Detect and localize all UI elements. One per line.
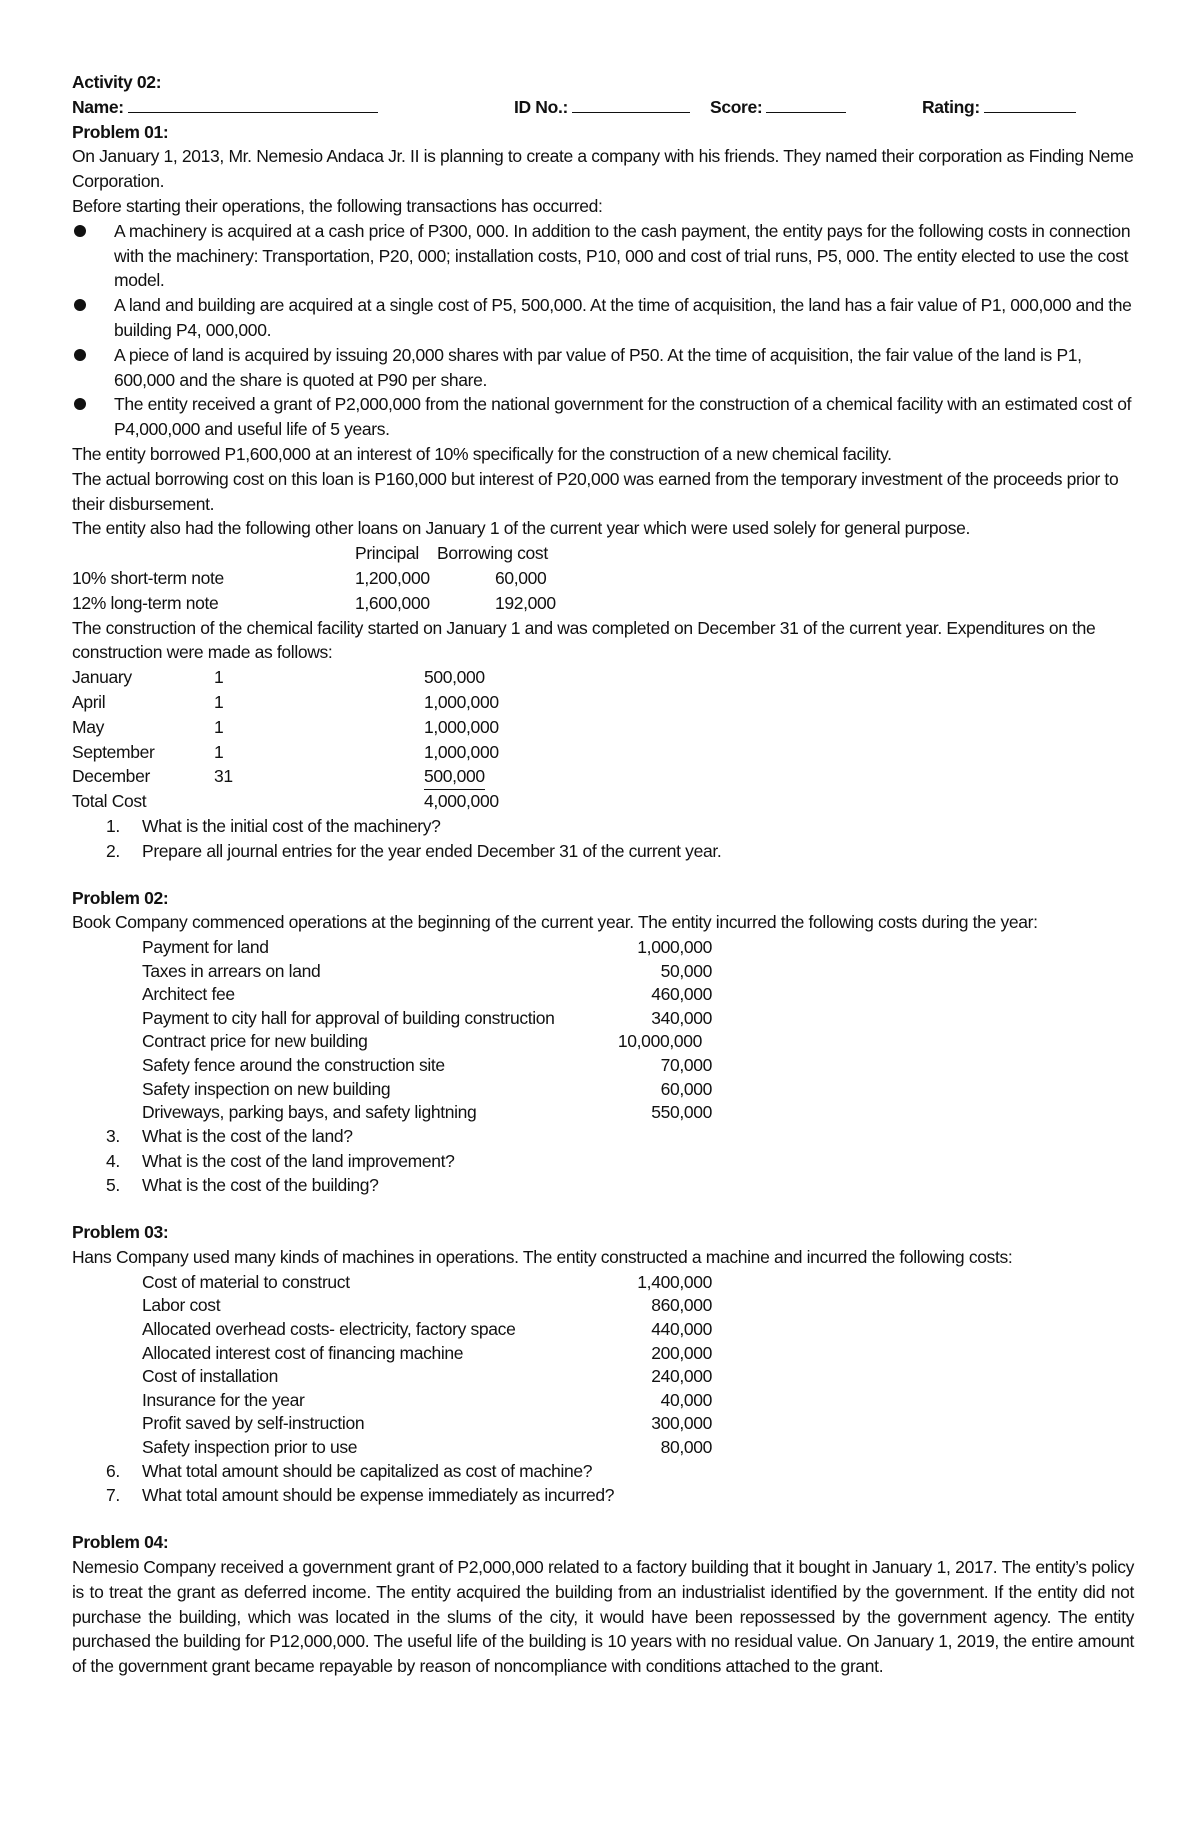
bullet-icon (74, 225, 86, 237)
table-row: Driveways, parking bays, and safety lightning 550,000 (142, 1102, 712, 1123)
score-blank[interactable] (766, 96, 846, 113)
table-row: May 1 1,000,000 (72, 716, 499, 737)
question-item: 4. What is the cost of the land improvement? (106, 1150, 455, 1171)
total-label: Total Cost (72, 791, 147, 812)
id-blank[interactable] (572, 96, 690, 113)
cost-table (72, 935, 712, 1124)
question-item: 5. What is the cost of the building? (106, 1175, 379, 1196)
paragraph: The actual borrowing cost on this loan is P160,000 but interest of P20,000 was earned from the temporary investment of the proceeds prior to their disbursement. (72, 468, 1119, 514)
name-label: Name: (72, 96, 124, 117)
bullet-icon (74, 349, 86, 361)
rating-label: Rating: (922, 96, 980, 117)
question-item: 6. What total amount should be capitalized as cost of machine? (106, 1460, 593, 1481)
loan-cost: 60,000 (495, 567, 547, 588)
cost-table (72, 1270, 712, 1459)
transaction-list (72, 219, 1134, 442)
question-list (72, 1459, 1134, 1509)
id-label: ID No.: (514, 96, 568, 117)
rating-blank[interactable] (984, 96, 1076, 113)
table-row: Safety fence around the construction site 70,000 (142, 1055, 712, 1076)
question-item: 1. What is the initial cost of the machinery? (106, 815, 441, 836)
table-row: Payment for land 1,000,000 (142, 937, 712, 958)
table-row: Profit saved by self-instruction 300,000 (142, 1413, 712, 1434)
table-row: April 1 1,000,000 (72, 691, 499, 712)
list-item: The entity received a grant of P2,000,000 from the national government for the construction of a chemical facility with an estimated cost of P4,000,000 and useful life of 5 years. (72, 392, 1134, 442)
paragraph: Nemesio Company received a government grant of P2,000,000 related to a factory building that it bought in January 1, 2017. The entity’s policy is to treat the grant as deferred income. The entity acquired the building from an industrialist identified by the government. If the entity did not purchase the building, which was located in the slums of the city, it would have been repossessed by the government agency. The entity purchased the building for P12,000,000. The useful life of the building is 10 years with no residual value. On January 1, 2019, the entire amount of the government grant became repayable by reason of noncompliance with conditions attached to the grant. (72, 1556, 1134, 1677)
paragraph: The construction of the chemical facility started on January 1 and was completed on December 31 of the current year. Expenditures on the construction were made as follows: (72, 617, 1096, 663)
problem-title: Problem 02: (72, 887, 169, 908)
rating-field (922, 95, 1076, 120)
column-header-borrowing-cost: Borrowing cost (437, 543, 548, 564)
table-row: Safety inspection prior to use 80,000 (142, 1436, 712, 1457)
problem-04 (72, 1530, 1134, 1679)
problem-01 (72, 120, 1134, 864)
bullet-icon (74, 299, 86, 311)
table-row: Payment to city hall for approval of building construction 340,000 (142, 1007, 712, 1028)
name-blank[interactable] (128, 96, 378, 113)
paragraph: The entity also had the following other loans on January 1 of the current year which were used solely for general purpose. (72, 518, 970, 539)
problem-title: Problem 03: (72, 1222, 169, 1243)
loan-name: 10% short-term note (72, 567, 224, 588)
table-row: Taxes in arrears on land 50,000 (142, 960, 712, 981)
table-row: Contract price for new building 10,000,000 (142, 1031, 702, 1052)
loan-principal: 1,200,000 (355, 567, 430, 588)
paragraph: Hans Company used many kinds of machines in operations. The entity constructed a machine and incurred the following costs: (72, 1247, 1013, 1268)
table-row: Labor cost 860,000 (142, 1295, 712, 1316)
table-row: September 1 1,000,000 (72, 741, 499, 762)
score-field (710, 95, 846, 120)
question-list (72, 1124, 1134, 1198)
table-row: Safety inspection on new building 60,000 (142, 1078, 712, 1099)
problem-02 (72, 886, 1134, 1199)
total-row (72, 789, 1134, 814)
problem-03 (72, 1220, 1134, 1508)
paragraph: The entity borrowed P1,600,000 at an interest of 10% specifically for the construction of a new chemical facility. (72, 443, 892, 464)
table-row: January 1 500,000 (72, 667, 485, 688)
table-row: Insurance for the year 40,000 (142, 1389, 712, 1410)
table-row: Allocated interest cost of financing machine 200,000 (142, 1342, 712, 1363)
paragraph: Before starting their operations, the following transactions has occurred: (72, 195, 603, 216)
table-row: Architect fee 460,000 (142, 984, 712, 1005)
id-field (514, 95, 690, 120)
activity-title: Activity 02: (72, 72, 162, 92)
table-row: December 31 500,000 (72, 764, 1134, 789)
problem-title: Problem 04: (72, 1532, 169, 1553)
table-row (72, 566, 1134, 591)
list-item: A piece of land is acquired by issuing 20,000 shares with par value of P50. At the time of acquisition, the fair value of the land is P1, 600,000 and the share is quoted at P90 per share. (72, 343, 1134, 393)
table-row: Cost of material to construct 1,400,000 (142, 1271, 712, 1292)
total-amount: 4,000,000 (424, 791, 499, 812)
bullet-icon (74, 398, 86, 410)
problem-title: Problem 01: (72, 121, 169, 142)
paragraph: Book Company commenced operations at the beginning of the current year. The entity incurred the following costs during the year: (72, 912, 1038, 933)
loan-cost: 192,000 (495, 592, 556, 613)
question-list (72, 814, 1134, 864)
student-info-line (72, 95, 1134, 120)
list-item: A land and building are acquired at a single cost of P5, 500,000. At the time of acquisition, the land has a fair value of P1, 000,000 and the building P4, 000,000. (72, 293, 1134, 343)
table-row: Cost of installation 240,000 (142, 1366, 712, 1387)
table-row: Allocated overhead costs- electricity, factory space 440,000 (142, 1319, 712, 1340)
paragraph: On January 1, 2013, Mr. Nemesio Andaca Jr. II is planning to create a company with his friends. They named their corporation as Finding Neme Corporation. (72, 146, 1134, 192)
loan-principal: 1,600,000 (355, 592, 430, 613)
expenditure-table (72, 665, 1134, 814)
list-item: A machinery is acquired at a cash price of P300, 000. In addition to the cash payment, the entity pays for the following costs in connection with the machinery: Transportation, P20, 000; installation costs, P10, 000 and cost of trial runs, P5, 000. The entity elected to use the cost model. (72, 219, 1134, 293)
table-row (72, 591, 1134, 616)
score-label: Score: (710, 96, 763, 117)
question-item: 3. What is the cost of the land? (106, 1125, 353, 1146)
question-item: 7. What total amount should be expense immediately as incurred? (106, 1485, 615, 1506)
loans-table (72, 541, 1134, 615)
table-header-row (72, 541, 1134, 566)
question-item: 2. Prepare all journal entries for the year ended December 31 of the current year. (106, 840, 722, 861)
column-header-principal: Principal (355, 543, 419, 564)
loan-name: 12% long-term note (72, 592, 219, 613)
